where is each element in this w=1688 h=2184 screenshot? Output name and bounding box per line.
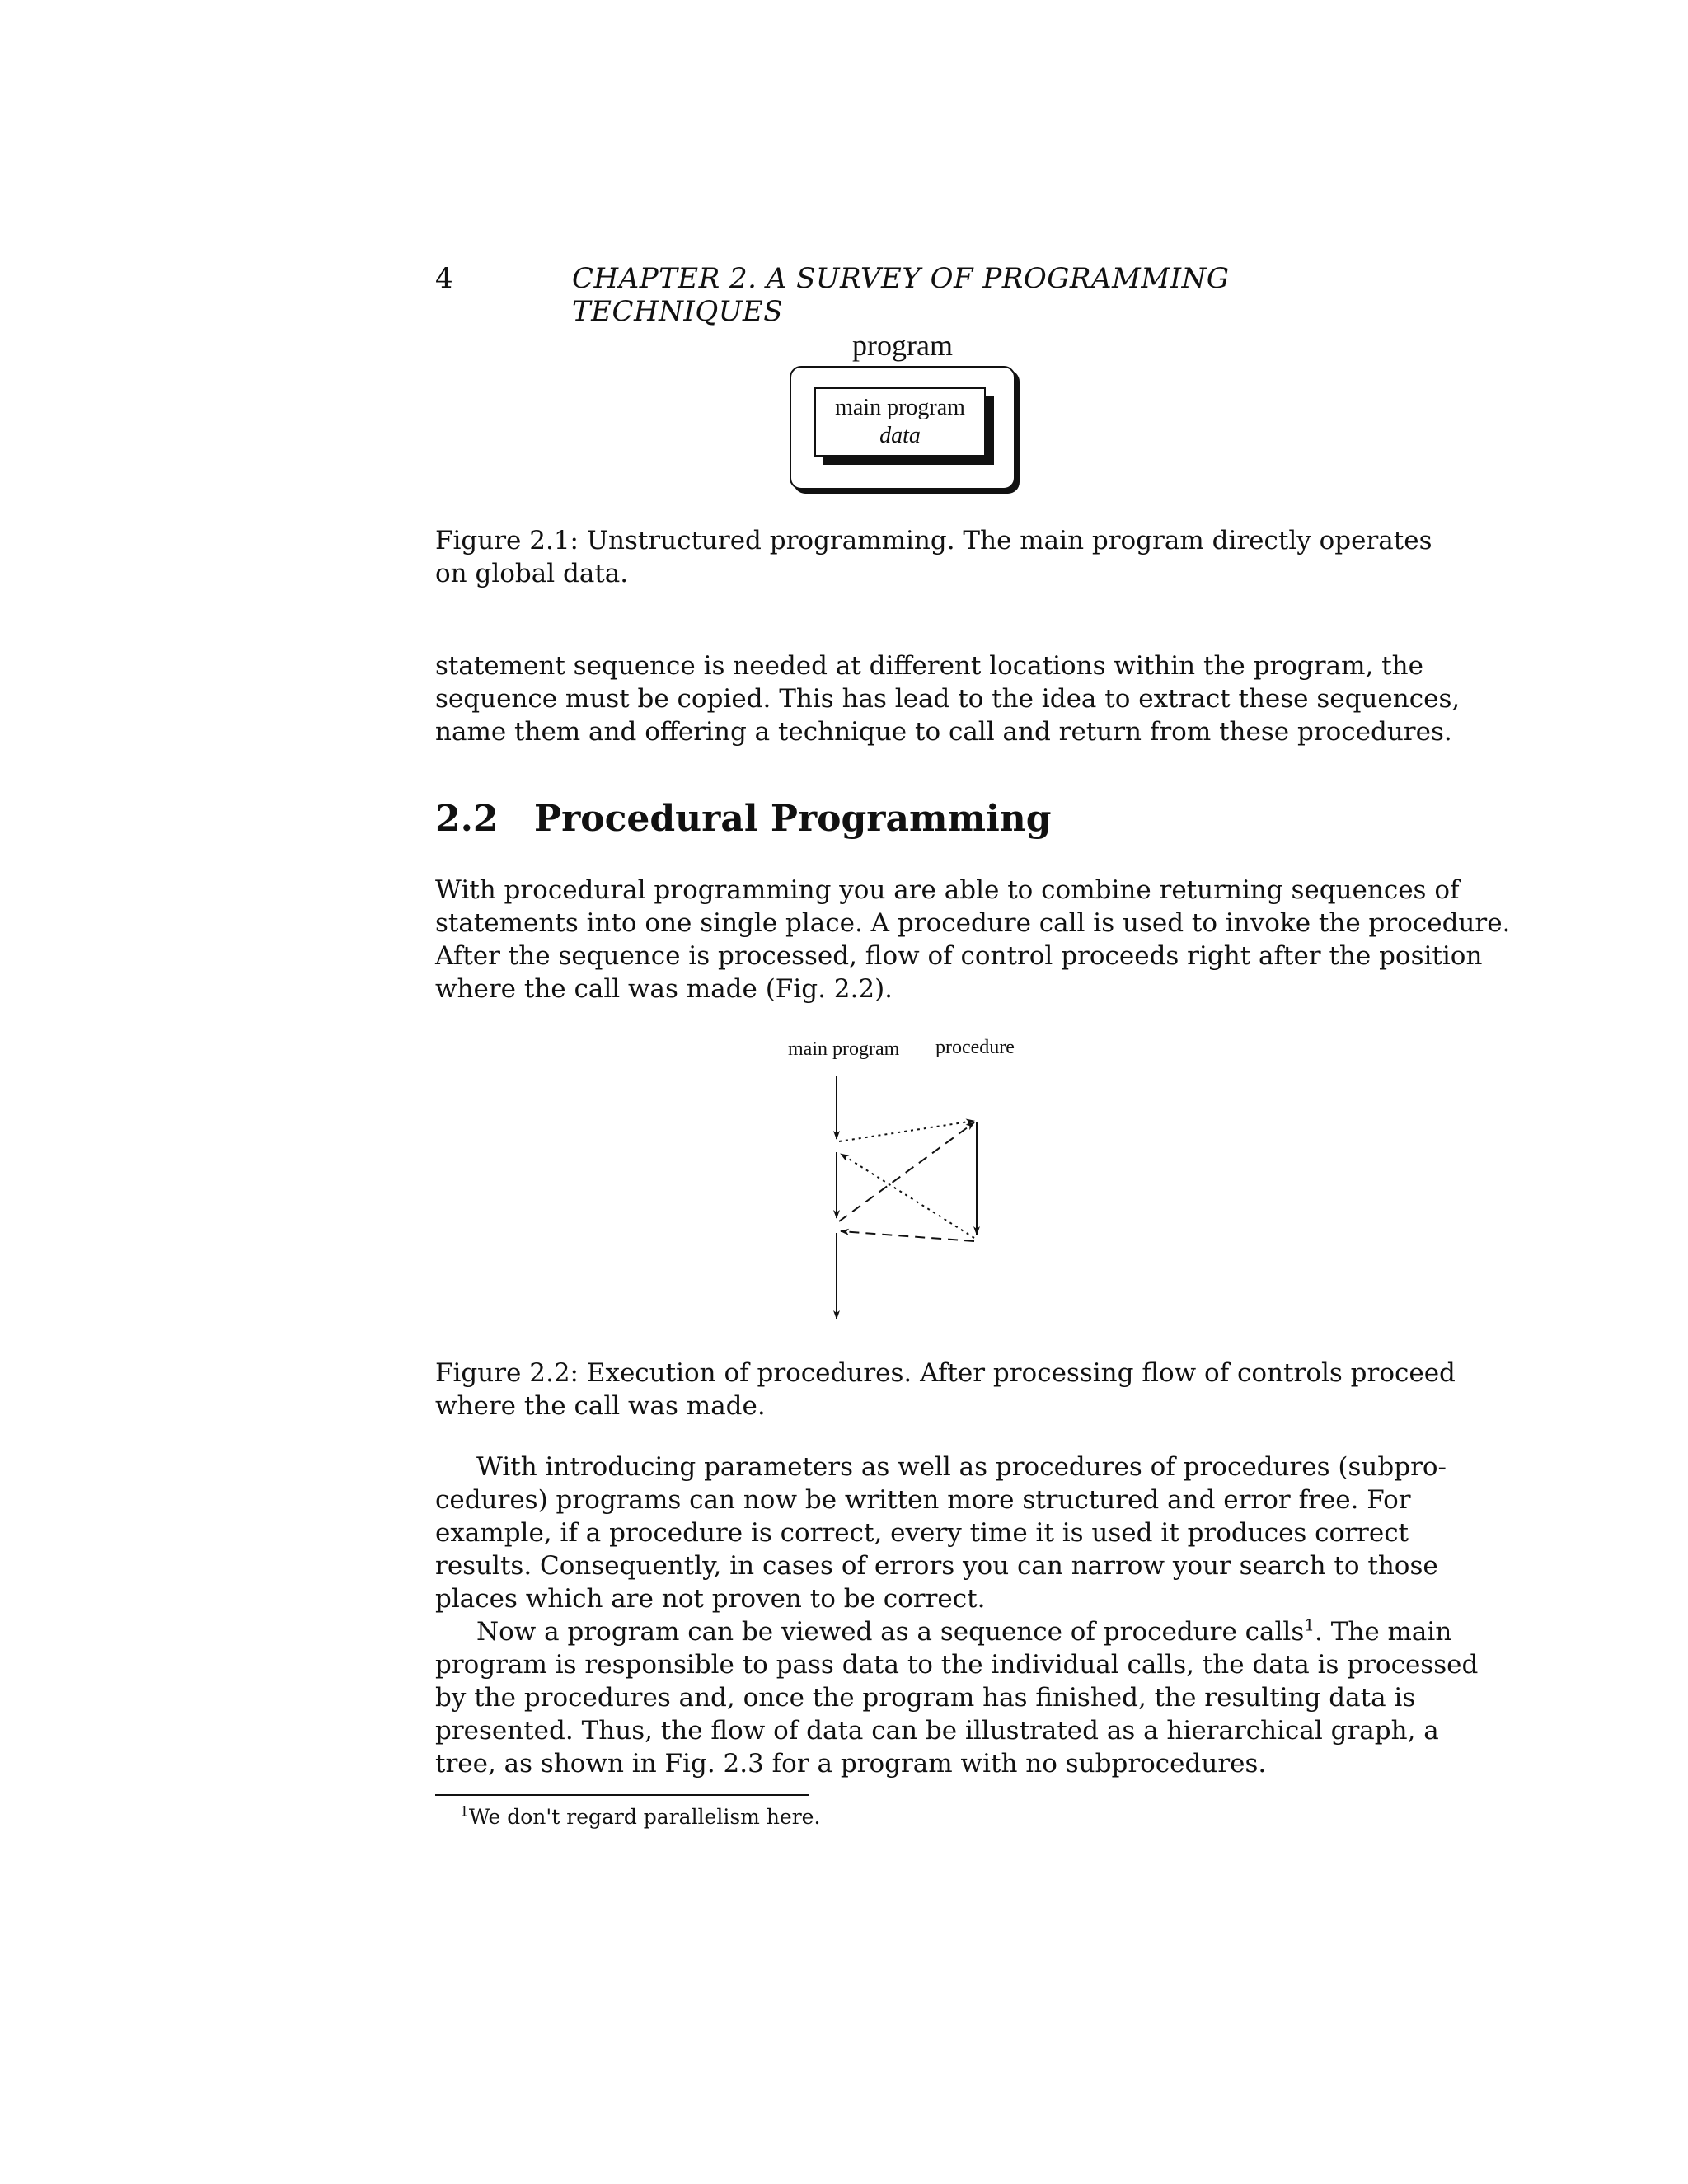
paragraph-parameters [435,1451,1447,1615]
figure2-main-program-label: main program [788,1038,900,1060]
figure2-caption-line: Figure 2.2: Execution of procedures. After processing flow of controls proceed [435,1358,1456,1388]
paragraph-line: name them and offering a technique to call and return from these procedures. [435,717,1452,747]
paragraph-line: presented. Thus, the flow of data can be illustrated as a hierarchical graph, a [435,1716,1439,1746]
paragraph-line: program is responsible to pass data to the individual calls, the data is processed [435,1650,1479,1680]
paragraph-procedure-calls [435,1615,1479,1780]
figure1-main-program-label: main program [835,395,965,420]
return-arrow-2 [841,1231,974,1241]
paragraph-procedural-intro [435,874,1511,1005]
section-number: 2.2 [435,798,499,840]
paragraph-text: Now a program can be viewed as a sequence of procedure calls [476,1617,1305,1647]
section-title: Procedural Programming [534,798,1052,840]
figure2-diagram [775,1030,1055,1335]
paragraph-line: cedures) programs can now be written more structured and error free. For [435,1485,1411,1515]
footnote-reference: 1 [1304,1615,1315,1635]
paragraph-line: statements into one single place. A procedure call is used to invoke the procedure. [435,908,1511,938]
paragraph-line: sequence must be copied. This has lead to the idea to extract these sequences, [435,684,1461,714]
paragraph-line: statement sequence is needed at different locations within the program, the [435,651,1423,681]
figure1-caption-line: Figure 2.1: Unstructured programming. The main program directly operates [435,526,1432,555]
figure2-procedure-label: procedure [935,1037,1015,1058]
paragraph-line [435,1615,1452,1648]
call-arrow-1 [839,1121,974,1141]
figure1-caption-line: on global data. [435,559,629,588]
return-arrow-1 [841,1154,974,1238]
figure1-caption [435,524,1432,590]
figure1-data-label: data [879,423,921,448]
footnote-mark: 1 [460,1803,469,1821]
page-number: 4 [435,262,453,295]
figure1-main-program-box [814,387,986,457]
figure2-caption-line: where the call was made. [435,1391,766,1421]
paragraph-line: places which are not proven to be correct. [435,1584,986,1614]
footnote-rule [435,1794,809,1796]
paragraph-text: . The main [1314,1617,1452,1647]
footnote [460,1805,820,1829]
paragraph-line: With introducing parameters as well as procedures of procedures (subpro- [476,1452,1447,1482]
paragraph-line: where the call was made (Fig. 2.2). [435,974,893,1004]
section-heading [435,798,1052,840]
figure2-caption [435,1357,1456,1422]
page-header [435,262,1372,328]
paragraph-line: After the sequence is processed, flow of control proceeds right after the position [435,941,1483,971]
paragraph-line: results. Consequently, in cases of errors you can narrow your search to those [435,1551,1438,1581]
paragraph-line: example, if a procedure is correct, every time it is used it produces correct [435,1518,1409,1548]
paragraph-line: by the procedures and, once the program has finished, the resulting data is [435,1683,1416,1713]
footnote-text: We don't regard parallelism here. [468,1805,821,1829]
paragraph-line: With procedural programming you are able to combine returning sequences of [435,875,1460,905]
call-arrow-2 [839,1122,974,1221]
figure1-program-label: program [852,329,953,362]
running-title: CHAPTER 2. A SURVEY OF PROGRAMMING TECHNIQUES [572,262,1230,328]
paragraph-continuation [435,649,1461,748]
paragraph-line: tree, as shown in Fig. 2.3 for a program with no subprocedures. [435,1749,1267,1779]
